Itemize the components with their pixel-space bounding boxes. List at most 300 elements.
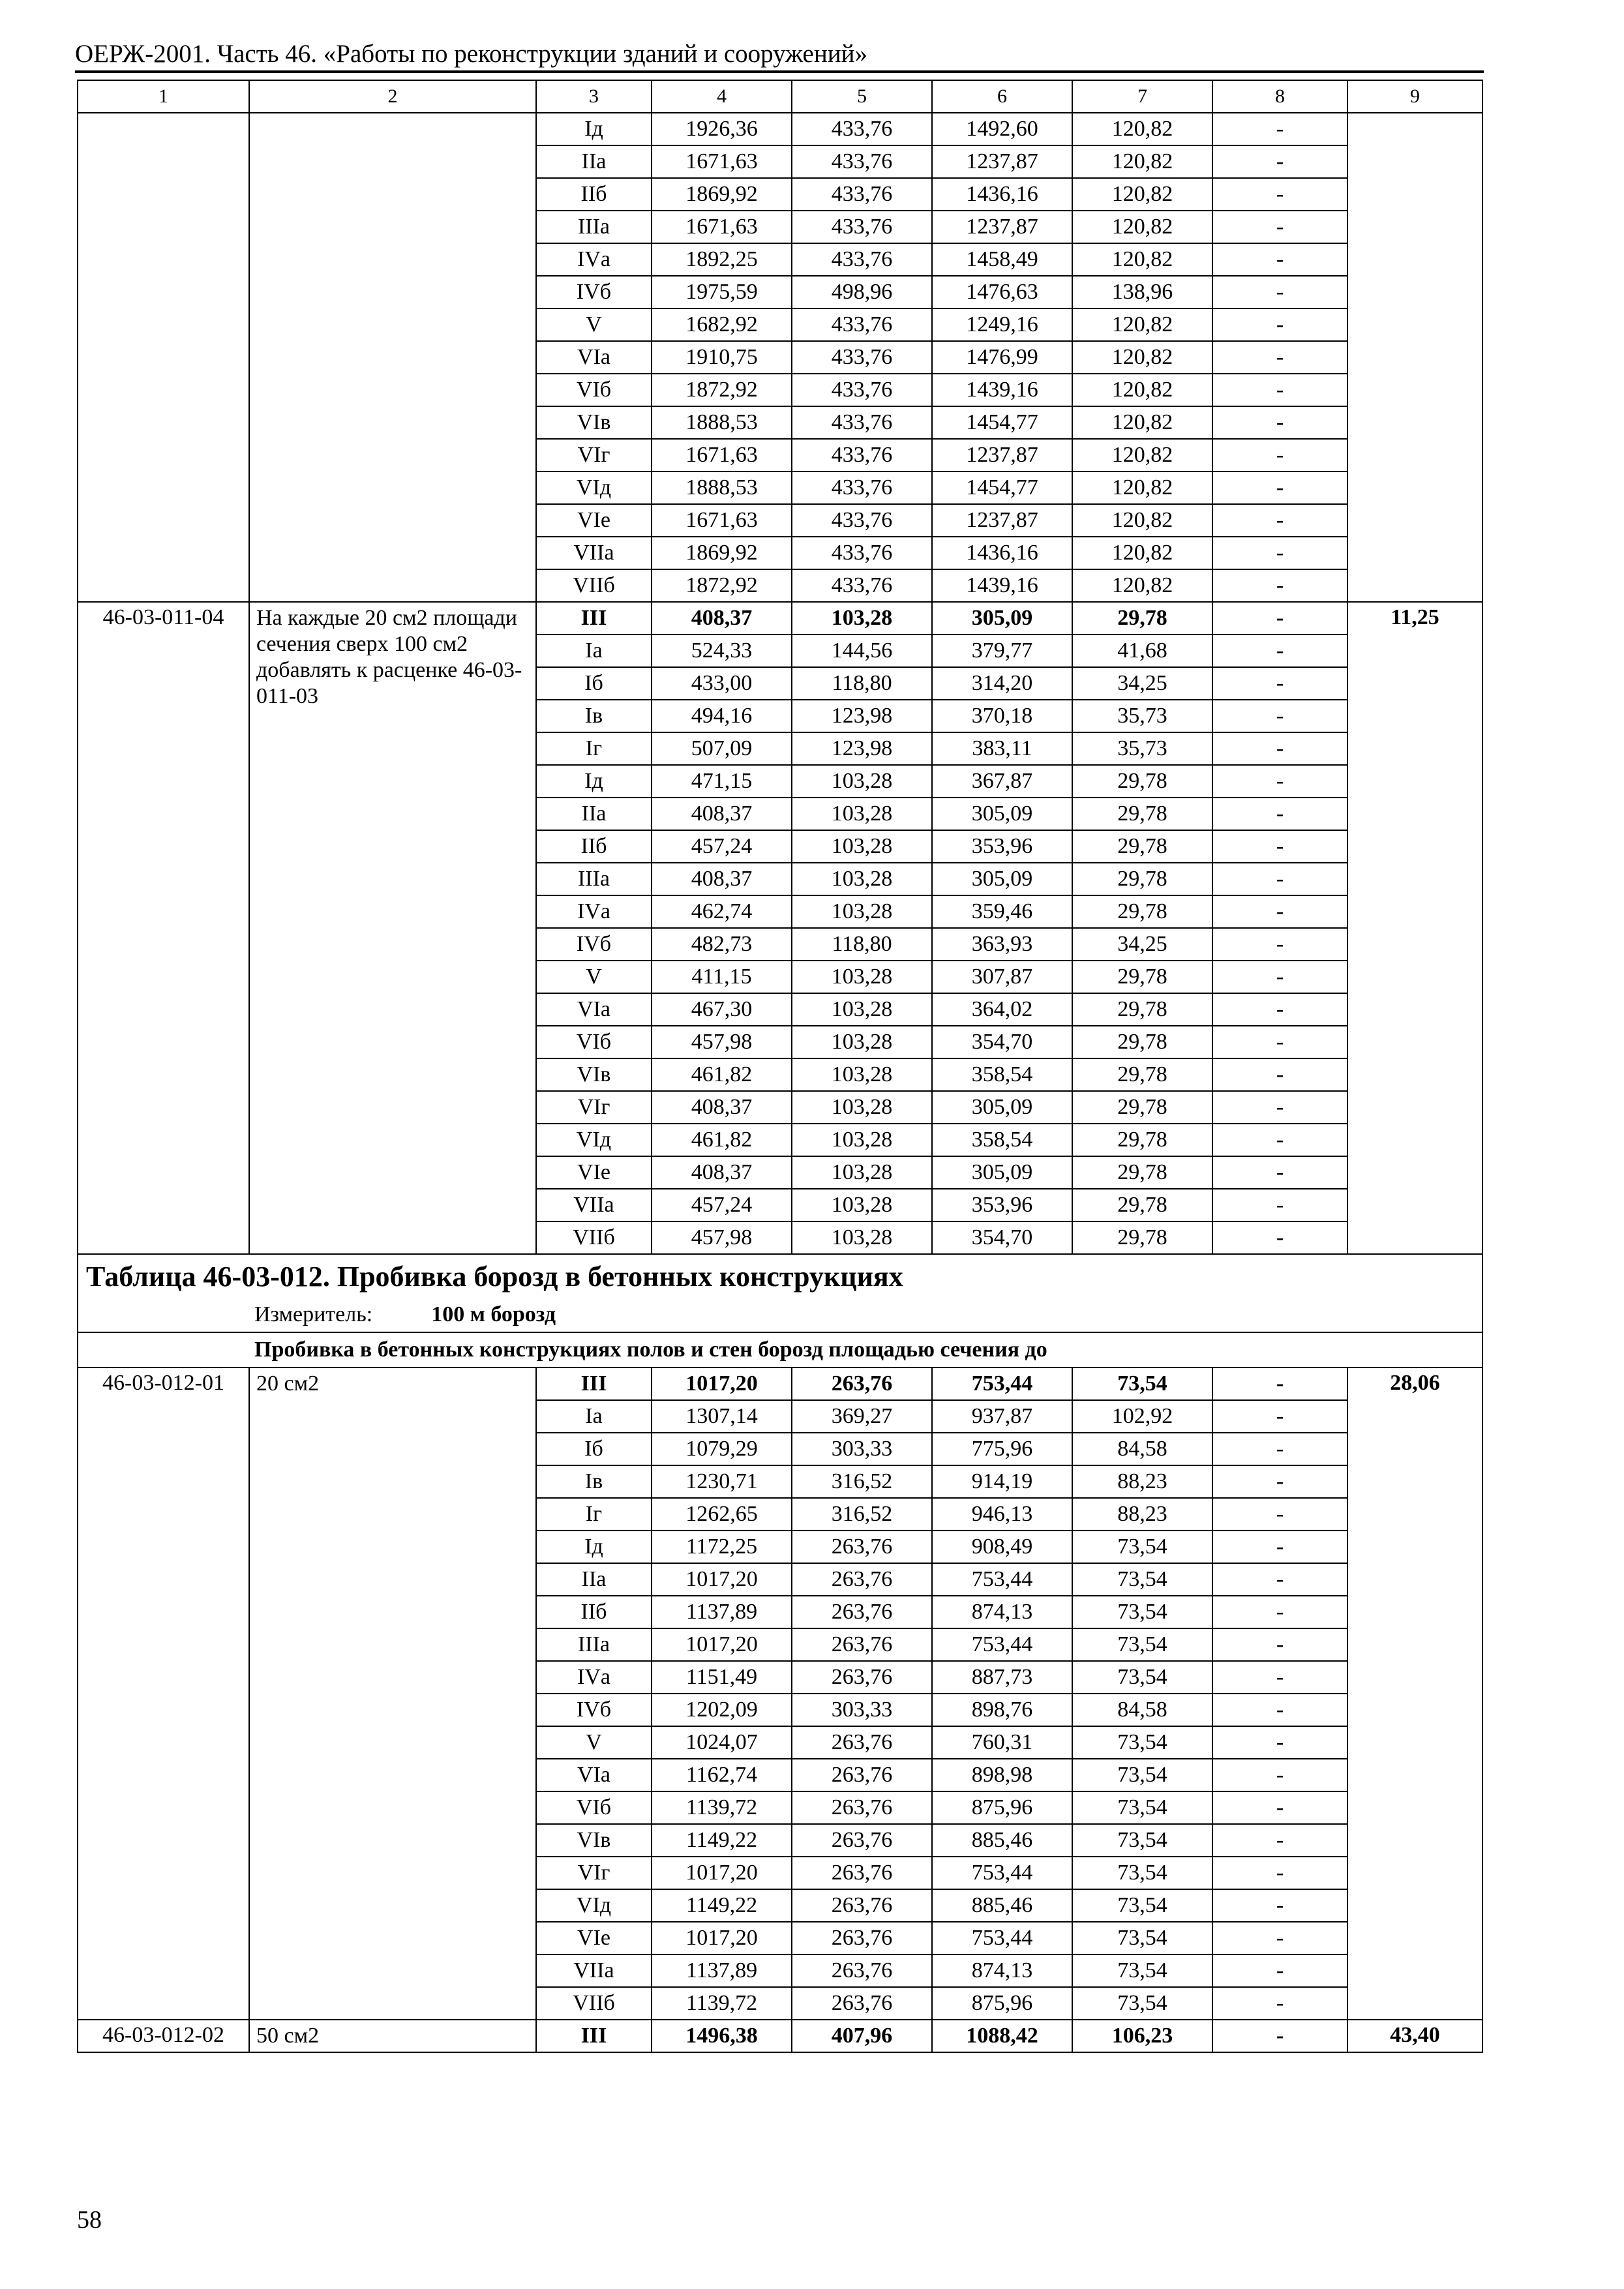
zone-cell: Iг — [536, 732, 652, 765]
total-cost-cell: 1139,72 — [652, 1987, 792, 2020]
zone-cell: IVб — [536, 928, 652, 961]
machines-cell: 358,54 — [932, 1058, 1072, 1091]
materials-cell: - — [1212, 1791, 1347, 1824]
zone-cell: V — [536, 1726, 652, 1759]
machinist-wages-cell: 73,54 — [1072, 1368, 1212, 1400]
materials-cell: - — [1212, 798, 1347, 830]
materials-cell: - — [1212, 1124, 1347, 1156]
wages-cell: 103,28 — [792, 1058, 932, 1091]
column-header: 3 — [536, 80, 652, 113]
machinist-wages-cell: 120,82 — [1072, 406, 1212, 439]
materials-cell: - — [1212, 1889, 1347, 1922]
wages-cell: 123,98 — [792, 700, 932, 732]
materials-cell: - — [1212, 569, 1347, 602]
total-cost-cell: 1682,92 — [652, 308, 792, 341]
wages-cell: 103,28 — [792, 1124, 932, 1156]
machinist-wages-cell: 120,82 — [1072, 504, 1212, 537]
materials-cell: - — [1212, 635, 1347, 667]
wages-cell: 433,76 — [792, 439, 932, 471]
wages-cell: 303,33 — [792, 1694, 932, 1726]
machinist-wages-cell: 120,82 — [1072, 374, 1212, 406]
total-cost-cell: 1872,92 — [652, 569, 792, 602]
machines-cell: 1436,16 — [932, 537, 1072, 569]
machinist-wages-cell: 29,78 — [1072, 1058, 1212, 1091]
machines-cell: 354,70 — [932, 1221, 1072, 1254]
machines-cell: 875,96 — [932, 1987, 1072, 2020]
materials-cell: - — [1212, 471, 1347, 504]
materials-cell: - — [1212, 1368, 1347, 1400]
rates-table-body — [78, 80, 1482, 2052]
total-cost-cell: 1230,71 — [652, 1465, 792, 1498]
total-cost-cell: 457,24 — [652, 1189, 792, 1221]
machines-cell: 364,02 — [932, 993, 1072, 1026]
machinist-wages-cell: 29,78 — [1072, 798, 1212, 830]
measure-label: Измеритель: — [254, 1302, 373, 1326]
wages-cell: 263,76 — [792, 1987, 932, 2020]
materials-cell: - — [1212, 308, 1347, 341]
machines-cell: 363,93 — [932, 928, 1072, 961]
machinist-wages-cell: 29,78 — [1072, 1026, 1212, 1058]
machines-cell: 353,96 — [932, 1189, 1072, 1221]
total-cost-cell: 1017,20 — [652, 1857, 792, 1889]
total-cost-cell: 1872,92 — [652, 374, 792, 406]
wages-cell: 263,76 — [792, 1726, 932, 1759]
materials-cell: - — [1212, 406, 1347, 439]
total-cost-cell: 1888,53 — [652, 471, 792, 504]
materials-cell: - — [1212, 1824, 1347, 1857]
wages-cell: 118,80 — [792, 928, 932, 961]
machines-cell: 753,44 — [932, 1563, 1072, 1596]
zone-cell: Iв — [536, 1465, 652, 1498]
materials-cell: - — [1212, 1465, 1347, 1498]
machines-cell: 753,44 — [932, 1922, 1072, 1954]
total-cost-cell: 408,37 — [652, 863, 792, 895]
total-cost-cell: 1151,49 — [652, 1661, 792, 1694]
total-cost-cell: 1024,07 — [652, 1726, 792, 1759]
total-cost-cell: 411,15 — [652, 961, 792, 993]
materials-cell: - — [1212, 1759, 1347, 1791]
total-cost-cell: 433,00 — [652, 667, 792, 700]
total-cost-cell: 1910,75 — [652, 341, 792, 374]
wages-cell: 103,28 — [792, 798, 932, 830]
zone-cell: IVа — [536, 1661, 652, 1694]
materials-cell: - — [1212, 178, 1347, 211]
zone-cell: Iа — [536, 635, 652, 667]
machines-cell: 908,49 — [932, 1531, 1072, 1563]
wages-cell: 103,28 — [792, 765, 932, 798]
wages-cell: 263,76 — [792, 1889, 932, 1922]
machinist-wages-cell: 35,73 — [1072, 732, 1212, 765]
machines-cell: 874,13 — [932, 1596, 1072, 1628]
materials-cell: - — [1212, 145, 1347, 178]
machinist-wages-cell: 88,23 — [1072, 1498, 1212, 1531]
materials-cell: - — [1212, 1987, 1347, 2020]
zone-cell: Iб — [536, 1433, 652, 1465]
machines-cell: 1454,77 — [932, 406, 1072, 439]
materials-cell: - — [1212, 341, 1347, 374]
wages-cell: 103,28 — [792, 1156, 932, 1189]
wages-cell: 103,28 — [792, 1221, 932, 1254]
total-cost-cell: 1888,53 — [652, 406, 792, 439]
machines-cell: 367,87 — [932, 765, 1072, 798]
materials-cell: - — [1212, 243, 1347, 276]
machinist-wages-cell: 120,82 — [1072, 178, 1212, 211]
materials-cell: - — [1212, 1954, 1347, 1987]
materials-cell: - — [1212, 1628, 1347, 1661]
total-cost-cell: 494,16 — [652, 700, 792, 732]
wages-cell: 433,76 — [792, 113, 932, 145]
column-header-row — [78, 80, 1482, 113]
labor-cost-cell: 28,06 — [1347, 1368, 1482, 2020]
wages-cell: 263,76 — [792, 1531, 932, 1563]
machines-cell: 1476,99 — [932, 341, 1072, 374]
zone-cell: VIа — [536, 1759, 652, 1791]
materials-cell: - — [1212, 830, 1347, 863]
labor-cost-cell: 43,40 — [1347, 2020, 1482, 2052]
machines-cell: 753,44 — [932, 1628, 1072, 1661]
machines-cell: 354,70 — [932, 1026, 1072, 1058]
wages-cell: 263,76 — [792, 1661, 932, 1694]
wages-cell: 103,28 — [792, 863, 932, 895]
total-cost-cell: 1149,22 — [652, 1824, 792, 1857]
total-cost-cell: 1017,20 — [652, 1563, 792, 1596]
wages-cell: 123,98 — [792, 732, 932, 765]
machinist-wages-cell: 29,78 — [1072, 1221, 1212, 1254]
zone-cell: IIб — [536, 1596, 652, 1628]
table-row — [78, 113, 1482, 145]
materials-cell: - — [1212, 2020, 1347, 2052]
machinist-wages-cell: 29,78 — [1072, 830, 1212, 863]
machines-cell: 775,96 — [932, 1433, 1072, 1465]
machines-cell: 1458,49 — [932, 243, 1072, 276]
machines-cell: 874,13 — [932, 1954, 1072, 1987]
zone-cell: IIа — [536, 145, 652, 178]
materials-cell: - — [1212, 732, 1347, 765]
zone-cell: IIа — [536, 1563, 652, 1596]
column-header: 2 — [249, 80, 536, 113]
labor-cost-cell: 11,25 — [1347, 602, 1482, 1254]
total-cost-cell: 1926,36 — [652, 113, 792, 145]
wages-cell: 303,33 — [792, 1433, 932, 1465]
materials-cell: - — [1212, 1498, 1347, 1531]
machinist-wages-cell: 29,78 — [1072, 1091, 1212, 1124]
table-title-row — [78, 1254, 1482, 1297]
machinist-wages-cell: 41,68 — [1072, 635, 1212, 667]
total-cost-cell: 1262,65 — [652, 1498, 792, 1531]
zone-cell: VIе — [536, 504, 652, 537]
subheading: Пробивка в бетонных конструкциях полов и стен борозд площадью сечения до — [78, 1332, 1482, 1368]
machines-cell: 1237,87 — [932, 504, 1072, 537]
table-row — [78, 602, 1482, 635]
zone-cell: IVб — [536, 1694, 652, 1726]
machines-cell: 305,09 — [932, 602, 1072, 635]
wages-cell: 263,76 — [792, 1368, 932, 1400]
zone-cell: IIIа — [536, 1628, 652, 1661]
total-cost-cell: 1017,20 — [652, 1368, 792, 1400]
zone-cell: VIIб — [536, 1221, 652, 1254]
zone-cell: IIIа — [536, 211, 652, 243]
column-header: 4 — [652, 80, 792, 113]
zone-cell: VIе — [536, 1156, 652, 1189]
machines-cell: 379,77 — [932, 635, 1072, 667]
wages-cell: 103,28 — [792, 830, 932, 863]
wages-cell: 263,76 — [792, 1954, 932, 1987]
total-cost-cell: 1149,22 — [652, 1889, 792, 1922]
machinist-wages-cell: 73,54 — [1072, 1563, 1212, 1596]
materials-cell: - — [1212, 1563, 1347, 1596]
materials-cell: - — [1212, 1221, 1347, 1254]
rates-table-container — [77, 80, 1482, 2053]
materials-cell: - — [1212, 1922, 1347, 1954]
machines-cell: 760,31 — [932, 1726, 1072, 1759]
wages-cell: 369,27 — [792, 1400, 932, 1433]
materials-cell: - — [1212, 276, 1347, 308]
measure-value: 100 м борозд — [431, 1302, 556, 1326]
machines-cell: 753,44 — [932, 1857, 1072, 1889]
total-cost-cell: 1172,25 — [652, 1531, 792, 1563]
wages-cell: 263,76 — [792, 1922, 932, 1954]
zone-cell: IIб — [536, 830, 652, 863]
total-cost-cell: 1869,92 — [652, 537, 792, 569]
rate-code — [78, 113, 249, 602]
total-cost-cell: 1671,63 — [652, 145, 792, 178]
machinist-wages-cell: 120,82 — [1072, 439, 1212, 471]
machinist-wages-cell: 138,96 — [1072, 276, 1212, 308]
machinist-wages-cell: 73,54 — [1072, 1726, 1212, 1759]
machinist-wages-cell: 120,82 — [1072, 145, 1212, 178]
materials-cell: - — [1212, 1091, 1347, 1124]
machines-cell: 753,44 — [932, 1368, 1072, 1400]
total-cost-cell: 457,98 — [652, 1026, 792, 1058]
wages-cell: 263,76 — [792, 1628, 932, 1661]
zone-cell: V — [536, 961, 652, 993]
machinist-wages-cell: 29,78 — [1072, 895, 1212, 928]
machines-cell: 937,87 — [932, 1400, 1072, 1433]
materials-cell: - — [1212, 928, 1347, 961]
total-cost-cell: 1975,59 — [652, 276, 792, 308]
zone-cell: Iд — [536, 1531, 652, 1563]
zone-cell: III — [536, 1368, 652, 1400]
zone-cell: VIIа — [536, 537, 652, 569]
total-cost-cell: 482,73 — [652, 928, 792, 961]
materials-cell: - — [1212, 211, 1347, 243]
zone-cell: VIв — [536, 406, 652, 439]
wages-cell: 433,76 — [792, 145, 932, 178]
machines-cell: 1439,16 — [932, 374, 1072, 406]
zone-cell: VIб — [536, 374, 652, 406]
total-cost-cell: 1202,09 — [652, 1694, 792, 1726]
total-cost-cell: 467,30 — [652, 993, 792, 1026]
materials-cell: - — [1212, 1156, 1347, 1189]
total-cost-cell: 1307,14 — [652, 1400, 792, 1433]
table-row — [78, 1368, 1482, 1400]
total-cost-cell: 507,09 — [652, 732, 792, 765]
wages-cell: 103,28 — [792, 602, 932, 635]
machinist-wages-cell: 73,54 — [1072, 1889, 1212, 1922]
rates-table — [77, 80, 1483, 2053]
machinist-wages-cell: 120,82 — [1072, 243, 1212, 276]
column-header: 1 — [78, 80, 249, 113]
wages-cell: 433,76 — [792, 471, 932, 504]
machinist-wages-cell: 73,54 — [1072, 1954, 1212, 1987]
machinist-wages-cell: 88,23 — [1072, 1465, 1212, 1498]
zone-cell: IIа — [536, 798, 652, 830]
zone-cell: IVа — [536, 895, 652, 928]
zone-cell: Iд — [536, 113, 652, 145]
materials-cell: - — [1212, 895, 1347, 928]
wages-cell: 263,76 — [792, 1824, 932, 1857]
machines-cell: 898,76 — [932, 1694, 1072, 1726]
wages-cell: 433,76 — [792, 504, 932, 537]
machinist-wages-cell: 73,54 — [1072, 1628, 1212, 1661]
materials-cell: - — [1212, 961, 1347, 993]
materials-cell: - — [1212, 1026, 1347, 1058]
zone-cell: VIг — [536, 1091, 652, 1124]
total-cost-cell: 1139,72 — [652, 1791, 792, 1824]
wages-cell: 433,76 — [792, 537, 932, 569]
machines-cell: 887,73 — [932, 1661, 1072, 1694]
rate-code: 46-03-012-02 — [78, 2020, 249, 2052]
wages-cell: 103,28 — [792, 993, 932, 1026]
wages-cell: 433,76 — [792, 406, 932, 439]
machinist-wages-cell: 29,78 — [1072, 961, 1212, 993]
materials-cell: - — [1212, 113, 1347, 145]
machinist-wages-cell: 73,54 — [1072, 1531, 1212, 1563]
materials-cell: - — [1212, 602, 1347, 635]
materials-cell: - — [1212, 1189, 1347, 1221]
machines-cell: 946,13 — [932, 1498, 1072, 1531]
total-cost-cell: 1162,74 — [652, 1759, 792, 1791]
materials-cell: - — [1212, 1726, 1347, 1759]
machinist-wages-cell: 73,54 — [1072, 1759, 1212, 1791]
machines-cell: 885,46 — [932, 1824, 1072, 1857]
total-cost-cell: 1137,89 — [652, 1596, 792, 1628]
machinist-wages-cell: 29,78 — [1072, 1124, 1212, 1156]
rate-code: 46-03-012-01 — [78, 1368, 249, 2020]
column-header: 5 — [792, 80, 932, 113]
zone-cell: IIIа — [536, 863, 652, 895]
total-cost-cell: 461,82 — [652, 1058, 792, 1091]
table-title: Таблица 46-03-012. Пробивка борозд в бетонных конструкциях — [78, 1254, 1482, 1297]
rate-description: На каждые 20 см2 площади сечения сверх 100 см2 добавлять к расценке 46-03-011-03 — [249, 602, 536, 1254]
total-cost-cell: 1017,20 — [652, 1922, 792, 1954]
materials-cell: - — [1212, 765, 1347, 798]
zone-cell: Iб — [536, 667, 652, 700]
zone-cell: Iа — [536, 1400, 652, 1433]
wages-cell: 103,28 — [792, 1091, 932, 1124]
machines-cell: 305,09 — [932, 1091, 1072, 1124]
zone-cell: VIIа — [536, 1189, 652, 1221]
rate-description — [249, 113, 536, 602]
wages-cell: 103,28 — [792, 1026, 932, 1058]
wages-cell: 433,76 — [792, 341, 932, 374]
wages-cell: 433,76 — [792, 374, 932, 406]
materials-cell: - — [1212, 700, 1347, 732]
zone-cell: IIб — [536, 178, 652, 211]
total-cost-cell: 1671,63 — [652, 504, 792, 537]
machines-cell: 383,11 — [932, 732, 1072, 765]
total-cost-cell: 1017,20 — [652, 1628, 792, 1661]
machines-cell: 1439,16 — [932, 569, 1072, 602]
machines-cell: 1476,63 — [932, 276, 1072, 308]
machines-cell: 1249,16 — [932, 308, 1072, 341]
machinist-wages-cell: 120,82 — [1072, 308, 1212, 341]
total-cost-cell: 457,24 — [652, 830, 792, 863]
wages-cell: 433,76 — [792, 308, 932, 341]
machines-cell: 358,54 — [932, 1124, 1072, 1156]
zone-cell: VIд — [536, 1124, 652, 1156]
zone-cell: VIIб — [536, 569, 652, 602]
zone-cell: VIб — [536, 1791, 652, 1824]
machinist-wages-cell: 106,23 — [1072, 2020, 1212, 2052]
machines-cell: 353,96 — [932, 830, 1072, 863]
machines-cell: 1237,87 — [932, 145, 1072, 178]
zone-cell: VIе — [536, 1922, 652, 1954]
machines-cell: 898,98 — [932, 1759, 1072, 1791]
zone-cell: VIа — [536, 341, 652, 374]
materials-cell: - — [1212, 537, 1347, 569]
total-cost-cell: 1496,38 — [652, 2020, 792, 2052]
wages-cell: 498,96 — [792, 276, 932, 308]
machines-cell: 370,18 — [932, 700, 1072, 732]
wages-cell: 103,28 — [792, 895, 932, 928]
machinist-wages-cell: 84,58 — [1072, 1694, 1212, 1726]
total-cost-cell: 1869,92 — [652, 178, 792, 211]
machinist-wages-cell: 34,25 — [1072, 667, 1212, 700]
wages-cell: 263,76 — [792, 1596, 932, 1628]
wages-cell: 103,28 — [792, 1189, 932, 1221]
zone-cell: VIв — [536, 1824, 652, 1857]
machinist-wages-cell: 73,54 — [1072, 1857, 1212, 1889]
zone-cell: VIIа — [536, 1954, 652, 1987]
zone-cell: VIб — [536, 1026, 652, 1058]
total-cost-cell: 408,37 — [652, 798, 792, 830]
machinist-wages-cell: 120,82 — [1072, 113, 1212, 145]
machinist-wages-cell: 120,82 — [1072, 537, 1212, 569]
zone-cell: IVб — [536, 276, 652, 308]
machines-cell: 1237,87 — [932, 439, 1072, 471]
zone-cell: Iд — [536, 765, 652, 798]
column-header: 6 — [932, 80, 1072, 113]
wages-cell: 103,28 — [792, 961, 932, 993]
wages-cell: 263,76 — [792, 1791, 932, 1824]
machinist-wages-cell: 73,54 — [1072, 1661, 1212, 1694]
materials-cell: - — [1212, 863, 1347, 895]
machinist-wages-cell: 120,82 — [1072, 341, 1212, 374]
materials-cell: - — [1212, 1857, 1347, 1889]
machinist-wages-cell: 29,78 — [1072, 1189, 1212, 1221]
wages-cell: 433,76 — [792, 569, 932, 602]
wages-cell: 263,76 — [792, 1759, 932, 1791]
machines-cell: 359,46 — [932, 895, 1072, 928]
column-header: 8 — [1212, 80, 1347, 113]
materials-cell: - — [1212, 1433, 1347, 1465]
machinist-wages-cell: 73,54 — [1072, 1987, 1212, 2020]
materials-cell: - — [1212, 667, 1347, 700]
zone-cell: Iв — [536, 700, 652, 732]
wages-cell: 433,76 — [792, 178, 932, 211]
zone-cell: IVа — [536, 243, 652, 276]
total-cost-cell: 1137,89 — [652, 1954, 792, 1987]
machines-cell: 1436,16 — [932, 178, 1072, 211]
machinist-wages-cell: 29,78 — [1072, 1156, 1212, 1189]
machinist-wages-cell: 29,78 — [1072, 765, 1212, 798]
machines-cell: 305,09 — [932, 798, 1072, 830]
rate-description: 20 см2 — [249, 1368, 536, 2020]
zone-cell: VIа — [536, 993, 652, 1026]
header-rule — [75, 70, 1484, 73]
zone-cell: VIд — [536, 1889, 652, 1922]
